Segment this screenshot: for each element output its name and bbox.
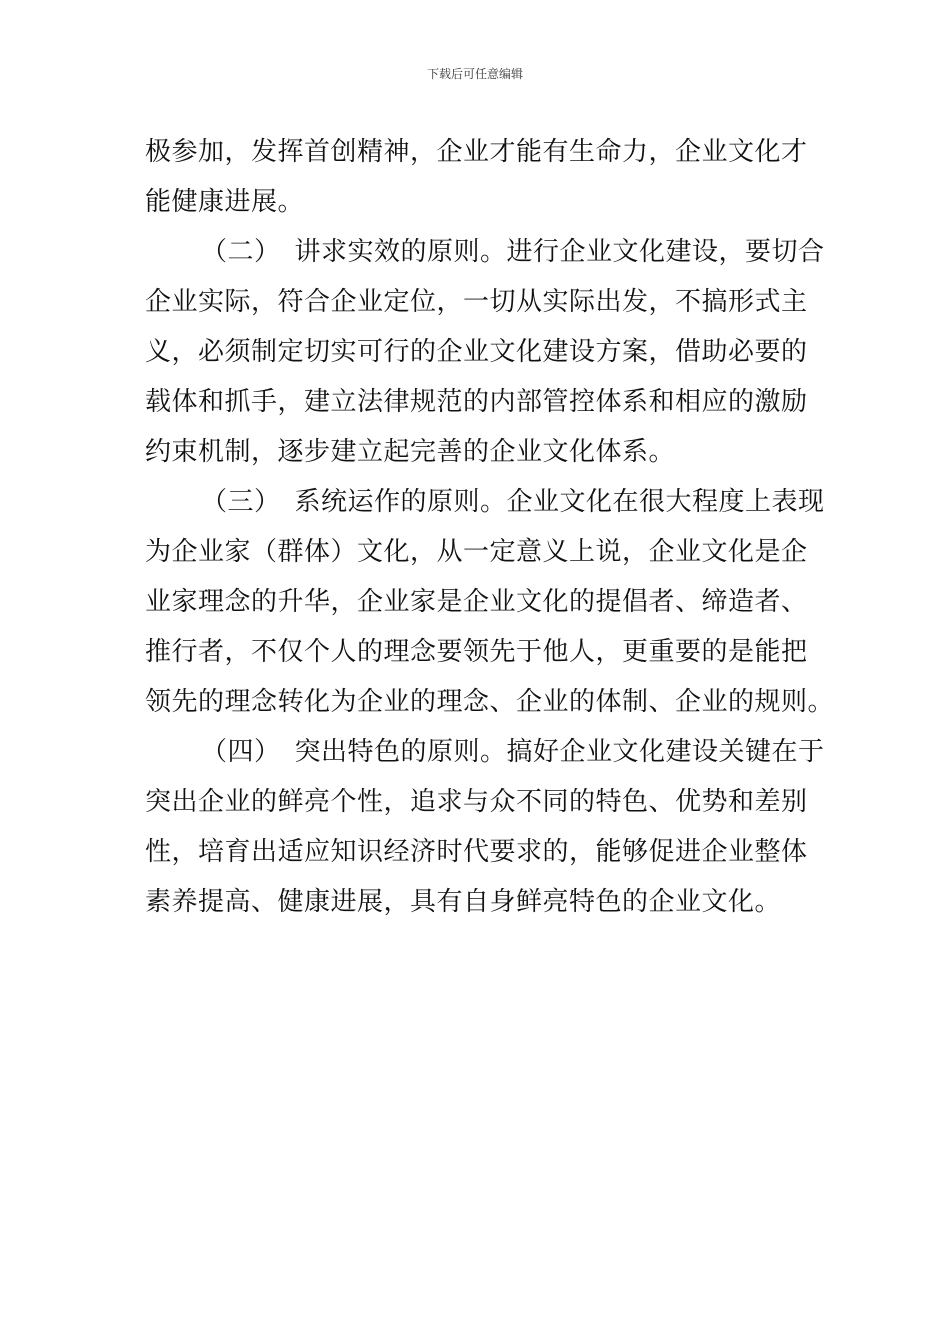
- paragraph-1-line-1: 极参加，发挥首创精神，企业才能有生命力，企业文化才: [145, 137, 808, 167]
- paragraph-2-line-1: [145, 227, 825, 277]
- paragraph-1-line-2: 能健康进展。: [145, 187, 305, 217]
- paragraph-4-number: （四）: [201, 737, 281, 767]
- paragraph-2-line-3: 义，必须制定切实可行的企业文化建设方案，借助必要的: [145, 337, 808, 367]
- paragraph-2-line-1-text: 讲求实效的原则。进行企业文化建设，要切合: [294, 237, 825, 267]
- paragraph-4-line-1-text: 突出特色的原则。搞好企业文化建设关键在于: [294, 737, 825, 767]
- paragraph-2-line-2: 企业实际，符合企业定位，一切从实际出发，不搞形式主: [145, 287, 808, 317]
- paragraph-3-line-1-text: 系统运作的原则。企业文化在很大程度上表现: [294, 487, 825, 517]
- paragraph-2-line-5: 约束机制，逐步建立起完善的企业文化体系。: [145, 437, 676, 467]
- paragraph-2-number: （二）: [201, 237, 281, 267]
- paragraph-3-line-2: 为企业家（群体）文化，从一定意义上说，企业文化是企: [145, 537, 808, 567]
- paragraph-4-line-4: 素养提高、健康进展，具有自身鲜亮特色的企业文化。: [145, 887, 782, 917]
- document-body: [145, 127, 835, 927]
- paragraph-3-line-4: 推行者，不仅个人的理念要领先于他人，更重要的是能把: [145, 637, 808, 667]
- paragraph-3-line-1: [145, 477, 825, 527]
- paragraph-3-number: （三）: [201, 487, 281, 517]
- paragraph-2-line-4: 载体和抓手，建立法律规范的内部管控体系和相应的激励: [145, 387, 808, 417]
- paragraph-4-line-1: [145, 727, 825, 777]
- paragraph-4-line-3: 性，培育出适应知识经济时代要求的，能够促进企业整体: [145, 837, 808, 867]
- paragraph-3-line-3: 业家理念的升华，企业家是企业文化的提倡者、缔造者、: [145, 587, 808, 617]
- paragraph-4-line-2: 突出企业的鲜亮个性，追求与众不同的特色、优势和差别: [145, 787, 808, 817]
- paragraph-3-line-5: 领先的理念转化为企业的理念、企业的体制、企业的规则。: [145, 687, 835, 717]
- page-header-note: 下载后可任意编辑: [426, 67, 523, 81]
